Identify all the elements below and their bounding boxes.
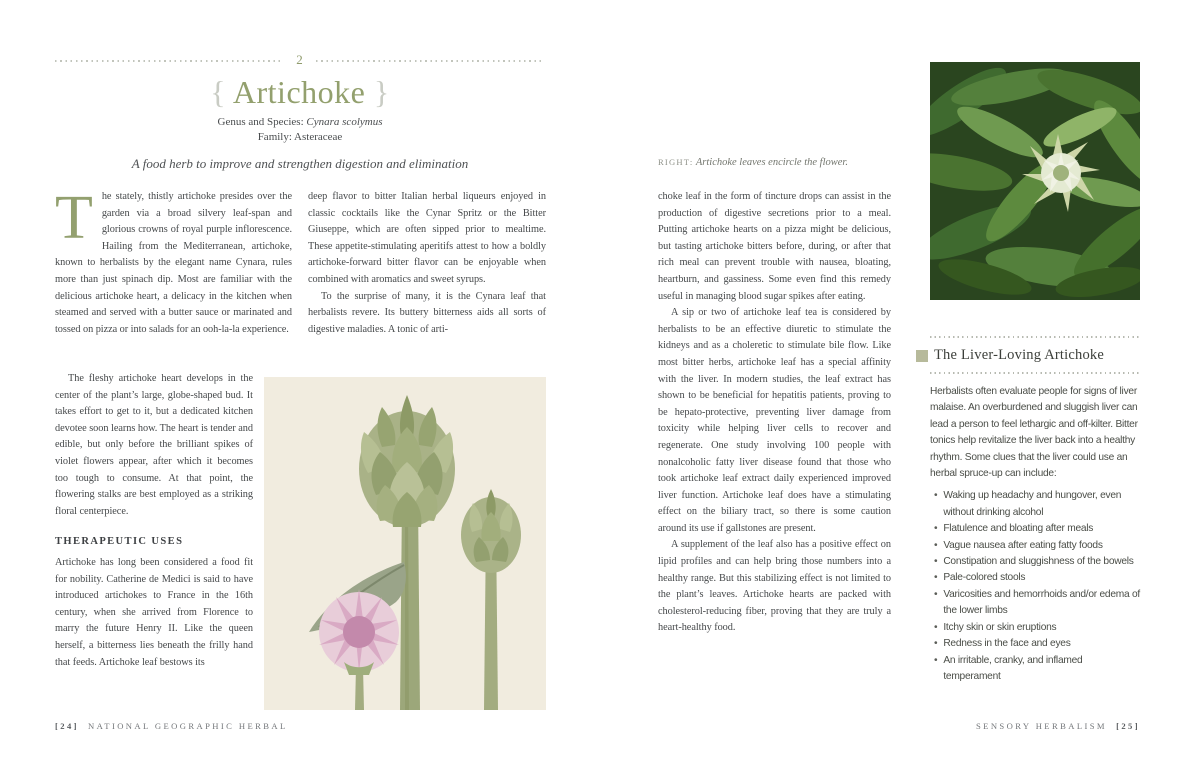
family-line: Family: Asteraceae	[257, 131, 343, 143]
footer-right-text: SENSORY HERBALISM	[975, 721, 1107, 731]
bullet-text: Flatulence and bloating after meals	[943, 523, 1094, 535]
bullet-text: Vague nausea after eating fatty foods	[943, 539, 1103, 551]
drop-cap: T	[55, 184, 93, 252]
sidebar-bullet-item	[934, 636, 1140, 652]
sidebar-bullet-item	[934, 620, 1140, 636]
herb-subtitle: A food herb to improve and strengthen digestion and elimination	[131, 156, 469, 171]
herb-title: Artichoke	[232, 74, 366, 110]
sidebar-bullet-item	[934, 554, 1140, 570]
chapter-rule	[55, 52, 545, 68]
bullet-dot-icon: •	[934, 654, 938, 666]
sidebar-square-icon	[916, 350, 928, 362]
body-paragraph: The fleshy artichoke heart develops in the center of the plant’s large, globe-shaped bud. It takes effort to get to it, but a dedicated kitchen devotee soon learns how. The heart is tender and edible, but only before the brilliant spikes of violet flowers appear, after which it becomes too tough to consume. At that point, the flowering stalks are best employed as a striking floral centerpiece.	[55, 373, 253, 517]
dotted-rule-left	[55, 60, 284, 62]
bullet-dot-icon: •	[934, 621, 938, 633]
sidebar-bullet-item	[934, 653, 1140, 686]
sidebar-title-rule	[930, 372, 1140, 374]
artichoke-photo	[930, 62, 1140, 300]
bullet-text: Pale-colored stools	[943, 572, 1026, 584]
left-column-1-top	[55, 184, 292, 338]
body-paragraph	[55, 184, 292, 338]
sidebar-top-rule	[930, 336, 1140, 338]
bullet-dot-icon: •	[934, 572, 938, 584]
body-paragraph: A sip or two of artichoke leaf tea is considered by herbalists to be an effective diuretic to stimulate the kidneys and as a choleretic to stimulate bile flow. Like most bitter herbs, artichoke leaf has a special affinity with the liver. In modern studies, the leaf extract has shown to be beneficial for hepatitis patients, proving to be hepato-protective, preventing liver damage from toxicity while helping liver cells to recover and regenerate. One study involving 100 people with nonalcoholic fatty liver disease found that those who took artichoke leaf extract daily experienced improved liver function. Artichoke leaf does have a stimulating effect on the biliary tract, so there is some caution around its use if gallstones are present.	[658, 307, 891, 534]
bullet-dot-icon: •	[934, 539, 938, 551]
title-brace-left: {	[210, 74, 233, 110]
genus-value: Cynara scolymus	[306, 116, 383, 128]
caption-label: RIGHT:	[658, 157, 694, 167]
therapeutic-uses-heading: THERAPEUTIC USES	[55, 536, 184, 548]
sidebar-bullet-item	[934, 587, 1140, 620]
page-title	[55, 74, 545, 111]
bullet-dot-icon: •	[934, 556, 938, 568]
footer-right	[976, 721, 1140, 731]
sidebar-liver-loving	[916, 336, 1140, 685]
sidebar-bullet-item	[934, 570, 1140, 586]
body-paragraph: choke leaf in the form of tincture drops can assist in the production of digestive secretions prior to a meal. Putting artichoke hearts on a pizza might be delicious, but tasting artichoke bitters before, during, or after that rich meal can prevent trouble with nausea, bloating, heartburn, and gassiness. Some even find this remedy useful in managing blood sugar spikes after eating.	[658, 191, 891, 302]
bullet-text: Varicosities and hemorrhoids and/or edema of the lower limbs	[943, 588, 1140, 617]
sidebar-bullet-item	[934, 488, 1140, 521]
sidebar-title: The Liver-Loving Artichoke	[934, 347, 1104, 363]
footer-left-text: NATIONAL GEOGRAPHIC HERBAL	[88, 721, 288, 731]
bullet-dot-icon: •	[934, 490, 938, 502]
caption-text: Artichoke leaves encircle the flower.	[693, 157, 848, 168]
photo-caption	[658, 157, 958, 168]
title-brace-right: }	[365, 74, 390, 110]
body-paragraph: A supplement of the leaf also has a positive effect on lipid profiles and can help bring those numbers into a healthy range. But this stabilizing effect is not limited to the plant’s leaves. Artichoke hearts are packed with cholesterol-reducing fiber, proving that they are truly a heart-healthy food.	[658, 539, 891, 634]
body-paragraph: deep flavor to bitter Italian herbal liqueurs enjoyed in classic cocktails like the Cynar Spritz or the Bitter Giuseppe, which are often sipped prior to mealtime. These appetite-stimulating aperitifs attest to how a boldly artichoke-forward bitter flavor can be enjoyable when combined with aromatics and sweet syrups.	[308, 191, 546, 285]
left-column-2	[308, 189, 546, 338]
sidebar-intro: Herbalists often evaluate people for signs of liver malaise. An overburdened and sluggish liver can lead a person to feel lethargic and off-kilter. Bitter tonics help revitalize the liver back into a healthy rhythm. Some clues that the liver could use an herbal spruce-up can include:	[930, 386, 1138, 480]
bullet-dot-icon: •	[934, 638, 938, 650]
bullet-text: Redness in the face and eyes	[943, 638, 1071, 650]
bullet-text: Waking up headachy and hungover, even without drinking alcohol	[943, 490, 1122, 518]
body-paragraph: Artichoke has long been considered a food fit for nobility. Catherine de Medici is said to have introduced artichokes to France in the 16th century, when she arrived from Florence to marry the future Henry II. Like the queen herself, a bitterness lies beneath the frilly hand that feeds. Artichoke leaf bestows its	[55, 556, 253, 668]
chapter-number: 2	[296, 52, 304, 67]
bullet-dot-icon: •	[934, 588, 938, 600]
left-page-number: [24]	[55, 721, 79, 731]
genus-species-line	[55, 116, 545, 128]
right-column	[658, 189, 891, 637]
paragraph-text: he stately, thistly artichoke presides over the garden via a broad silvery leaf-span and glorious crowns of royal purple inflorescence. Hailing from the Mediterranean, artichoke, known to herbalists by the elegant name Cynara, rules more than just spinach dip. Most are familiar with the delicious artichoke heart, a delicacy in the kitchen when steamed and served with a butter sauce or marinated and tossed on pizza or into salads for an ooh-la-la experience.	[55, 191, 292, 335]
genus-label: Genus and Species:	[217, 116, 307, 128]
right-page-number: [25]	[1116, 721, 1140, 731]
sidebar-bullet-list	[930, 488, 1140, 685]
footer-left	[55, 721, 288, 731]
sidebar-bullet-item	[934, 521, 1140, 537]
bullet-text: Itchy skin or skin eruptions	[943, 621, 1057, 633]
body-paragraph: To the surprise of many, it is the Cynara leaf that herbalists revere. Its buttery bitterness aids all sorts of digestive maladies. A tonic of arti-	[308, 290, 546, 335]
bullet-text: An irritable, cranky, and inflamed temperament	[943, 654, 1083, 682]
left-column-1-bottom	[55, 371, 253, 671]
sidebar-bullet-item	[934, 538, 1140, 554]
bullet-text: Constipation and sluggishness of the bowels	[943, 556, 1134, 568]
bullet-dot-icon: •	[934, 523, 938, 535]
dotted-rule-right	[316, 60, 545, 62]
artichoke-botanical-illustration	[264, 377, 546, 710]
